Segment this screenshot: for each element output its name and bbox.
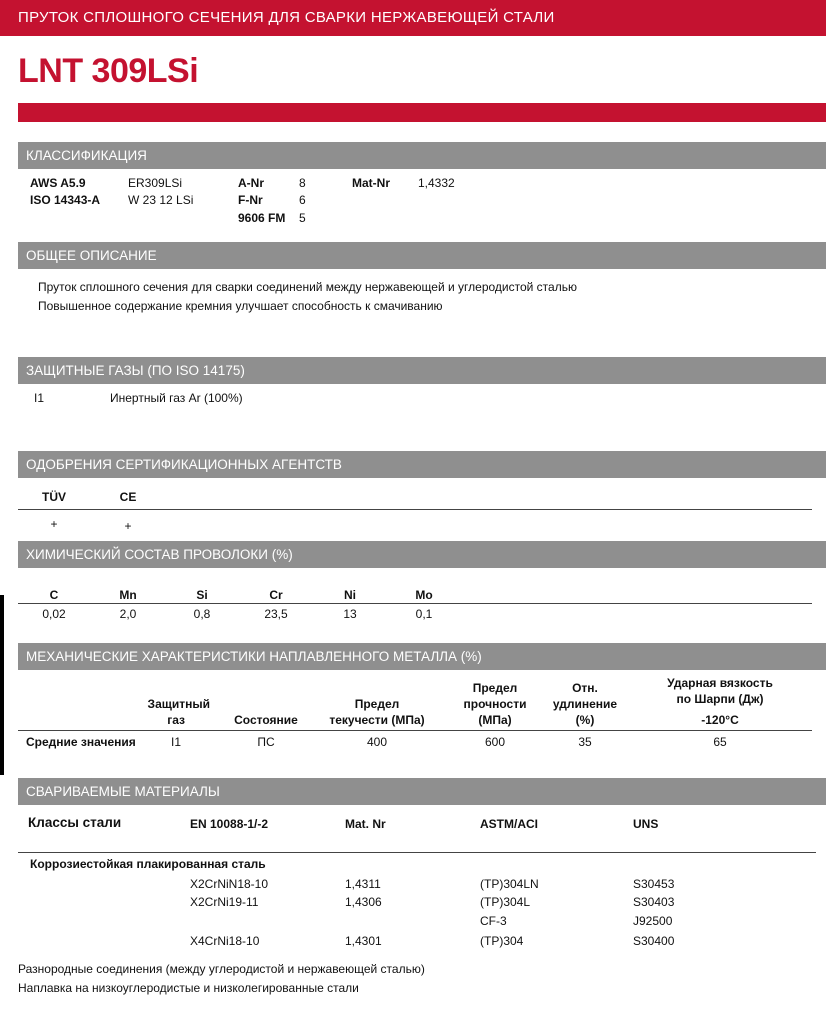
std2-label: ISO 14343-A (30, 193, 101, 207)
chem-element-ni: Ni (344, 588, 356, 602)
material-en: X2CrNiN18-10 (190, 877, 269, 891)
approvals-divider (18, 509, 812, 510)
chem-element-mn: Mn (119, 588, 137, 602)
anr-label: A-Nr (238, 176, 264, 190)
chem-element-c: C (49, 588, 59, 602)
section-title: КЛАССИФИКАЦИЯ (26, 148, 147, 163)
section-title: ЗАЩИТНЫЕ ГАЗЫ (ПО ISO 14175) (26, 363, 245, 378)
chem-element-mo: Mo (415, 588, 433, 602)
section-classification (18, 142, 826, 169)
gas-value: Инертный газ Ar (100%) (110, 391, 243, 405)
material-mat: 1,4311 (345, 877, 381, 891)
material-astm: (TP)304 (480, 934, 524, 948)
section-mechanical (18, 643, 826, 670)
section-title: МЕХАНИЧЕСКИЕ ХАРАКТЕРИСТИКИ НАПЛАВЛЕННОГО МЕТАЛЛА (%) (26, 649, 482, 664)
section-gases (18, 357, 826, 384)
std1-label: AWS A5.9 (30, 176, 86, 190)
materials-header-uns: UNS (633, 817, 659, 831)
section-title: СВАРИВАЕМЫЕ МАТЕРИАЛЫ (26, 784, 220, 799)
chem-value-cr: 23,5 (264, 607, 288, 621)
mech-value-impact: 65 (713, 735, 727, 749)
approval-ce: CE (119, 490, 137, 504)
mech-value-elong: 35 (578, 735, 592, 749)
mechanical-divider (18, 730, 812, 731)
mat-value: 1,4332 (418, 176, 455, 190)
section-approvals (18, 451, 826, 478)
mech-header-impact-3: -120°C (701, 713, 739, 727)
section-title: ОДОБРЕНИЯ СЕРТИФИКАЦИОННЫХ АГЕНТСТВ (26, 457, 342, 472)
section-chemistry (18, 541, 826, 568)
chem-value-mo: 0,1 (415, 607, 433, 621)
section-title: ХИМИЧЕСКИЙ СОСТАВ ПРОВОЛОКИ (%) (26, 547, 293, 562)
chemistry-divider (18, 603, 812, 604)
fnr-label: F-Nr (238, 193, 263, 207)
approval-tuv-value: + (50, 517, 58, 531)
fnr-value: 6 (299, 193, 306, 207)
materials-header-class: Классы стали (28, 815, 122, 830)
material-uns: S30403 (633, 895, 675, 909)
fm-label: 9606 FM (238, 211, 286, 225)
margin-marker (0, 595, 4, 775)
section-title: ОБЩЕЕ ОПИСАНИЕ (26, 248, 157, 263)
material-uns: J92500 (633, 914, 673, 928)
materials-divider (18, 852, 816, 853)
material-en: X2CrNi19-11 (190, 895, 259, 909)
chem-value-si: 0,8 (193, 607, 211, 621)
materials-header-en: EN 10088-1/-2 (190, 817, 269, 831)
mech-header-impact-2: по Шарпи (Дж) (676, 692, 764, 706)
header-band-title: ПРУТОК СПЛОШНОГО СЕЧЕНИЯ ДЛЯ СВАРКИ НЕРЖАВЕЮЩЕЙ СТАЛИ (18, 9, 555, 26)
std2-value: W 23 12 LSi (128, 193, 194, 207)
material-mat: 1,4306 (345, 895, 382, 909)
anr-value: 8 (299, 176, 306, 190)
fm-value: 5 (299, 211, 306, 225)
materials-note-1: Разнородные соединения (между углеродистой и нержавеющей сталью) (18, 962, 425, 976)
mech-header-gas-1: Защитный (147, 697, 210, 711)
mech-value-yield: 400 (366, 735, 388, 749)
material-astm: CF-3 (480, 914, 507, 928)
header-band (0, 0, 826, 36)
material-astm: (TP)304L (480, 895, 531, 909)
chem-value-ni: 13 (343, 607, 357, 621)
materials-header-mat: Mat. Nr (345, 817, 386, 831)
mech-header-yield-2: текучести (МПа) (329, 713, 425, 727)
red-divider (18, 103, 826, 122)
section-description (18, 242, 826, 269)
mech-header-elong-2: удлинение (552, 697, 618, 711)
materials-group: Коррозиестойкая плакированная сталь (30, 857, 266, 871)
chem-element-cr: Cr (269, 588, 283, 602)
materials-header-astm: ASTM/ACI (480, 817, 538, 831)
material-en: X4CrNi18-10 (190, 934, 260, 948)
std1-value: ER309LSi (128, 176, 183, 190)
description-line-2: Повышенное содержание кремния улучшает способность к смачиванию (38, 299, 443, 313)
mech-header-tensile-2: прочности (463, 697, 527, 711)
mech-header-gas-2: газ (167, 713, 185, 727)
material-mat: 1,4301 (345, 934, 382, 948)
mech-header-elong-1: Отн. (572, 681, 598, 695)
approval-tuv: TÜV (42, 490, 66, 504)
material-astm: (TP)304LN (480, 877, 539, 891)
mech-header-state: Состояние (234, 713, 298, 727)
mech-header-yield-1: Предел (354, 697, 400, 711)
mech-header-impact-1: Ударная вязкость (667, 676, 773, 690)
mat-label: Mat-Nr (352, 176, 390, 190)
mech-header-elong-3: (%) (575, 713, 595, 727)
description-line-1: Пруток сплошного сечения для сварки соединений между нержавеющей и углеродистой сталью (38, 280, 577, 294)
chem-value-c: 0,02 (42, 607, 66, 621)
mech-header-tensile-1: Предел (472, 681, 518, 695)
product-title: LNT 309LSi (18, 52, 199, 90)
materials-note-2: Наплавка на низкоуглеродистые и низколегированные стали (18, 981, 359, 995)
chem-value-mn: 2,0 (119, 607, 137, 621)
mech-value-gas: I1 (171, 735, 182, 749)
gas-code: I1 (34, 391, 45, 405)
material-uns: S30400 (633, 934, 675, 948)
mech-row-label: Средние значения (26, 735, 136, 749)
chem-element-si: Si (196, 588, 208, 602)
mech-value-state: ПС (257, 735, 275, 749)
mech-value-tensile: 600 (484, 735, 506, 749)
section-materials (18, 778, 826, 805)
mech-header-tensile-3: (МПа) (478, 713, 512, 727)
approval-ce-value: + (124, 519, 132, 533)
material-uns: S30453 (633, 877, 675, 891)
